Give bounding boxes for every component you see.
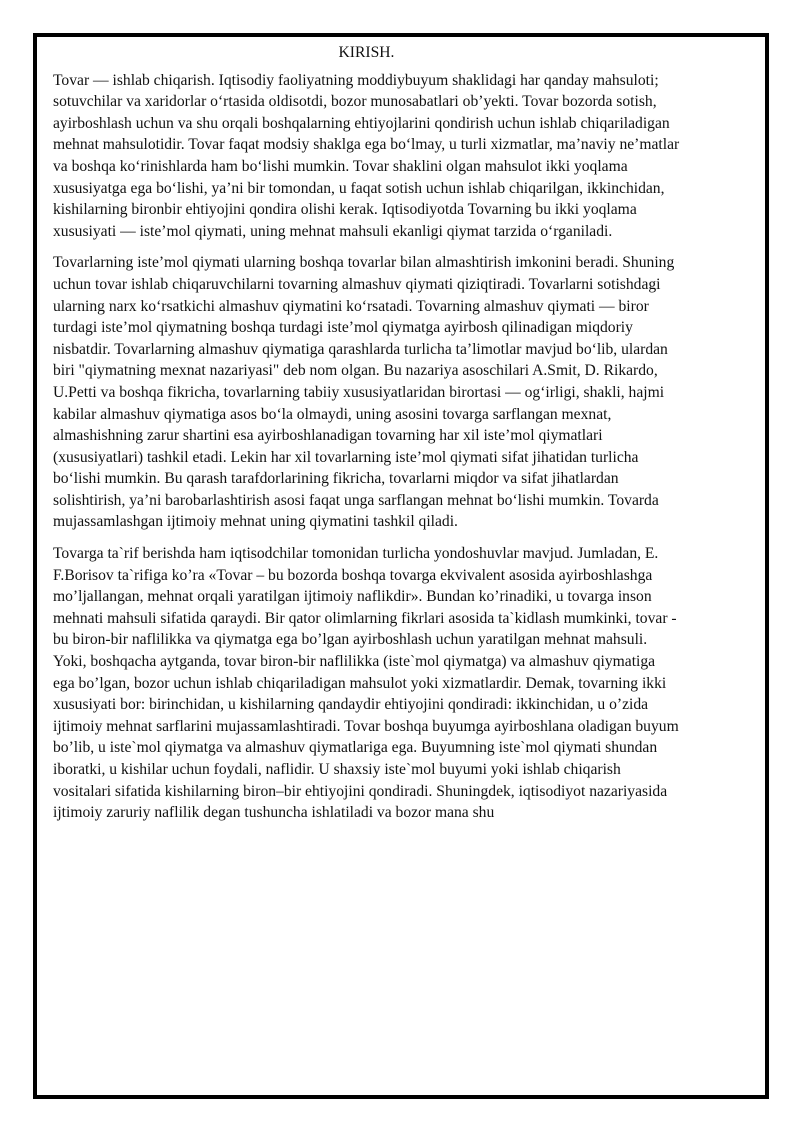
paragraph-2: Tovarlarning isteʼmol qiymati ularning boshqa tovarlar bilan almashtirish imkonini beradi. Shuning uchun tovar ishlab chiqaruvchilarni tovarning almashuv qiymati qiziqtiradi. Tovarlarni sotishdagi ularning narx koʻrsatkichi almashuv qiymatini koʻrsatadi. Tovarning almashuv qiymati — biror turdagi isteʼmol qiymatning boshqa turdagi isteʼmol qiymatga ayirbosh qilinadigan miqdoriy nisbatdir. Tovarlarning almashuv qiymatiga qarashlarda turlicha taʼlimotlar mavjud boʻlib, ulardan biri "qiymatning mexnat nazariyasi" deb nom olgan. Bu nazariya asoschilari A.Smit, D. Rikardo, U.Petti va boshqa fikricha, tovarlarning tabiiy xususiyatlaridan birortasi — ogʻirligi, shakli, hajmi kabilar almashuv qiymatiga asos boʻla olmaydi, uning asosini tovarga sarflangan mexnat, almashishning zarur shartini esa ayirboshlanadigan tovarning har xil isteʼmol qiymatlari (xususiyatlari) tashkil etadi. Lekin har xil tovarlarning isteʼmol qiymati sifat jihatidan turlicha boʻlishi mumkin. Bu qarash tarafdorlarining fikricha, tovarlarni miqdor va sifat jihatlardan solishtirish, yaʼni barobarlashtirish asosi faqat unga sarflangan mehnat boʻlishi mumkin. Tovarda mujassamlashgan ijtimoiy mehnat uning qiymatini tashkil qiladi. — [53, 254, 675, 531]
document-body — [53, 42, 680, 834]
paragraph-1: Tovar — ishlab chiqarish. Iqtisodiy faoliyatning moddiybuyum shaklidagi har qanday mahsuloti; sotuvchilar va xaridorlar oʻrtasida oldisotdi, bozor munosabatlari obʼyekti. Tovar bozorda sotish, ayirboshlash uchun va shu orqali boshqalarning ehtiyojlarini qondirish uchun ishlab chiqariladigan mehnat mahsulotidir. Tovar faqat modsiy shaklga ega boʻlmay, u turli xizmatlar, maʼnaviy neʼmatlar va boshqa koʻrinishlarda ham boʻlishi mumkin. Tovar shaklini olgan mahsulot ikki yoqlama xususiyatga ega boʻlishi, yaʼni bir tomondan, u faqat sotish uchun ishlab chiqarilgan, ikkinchidan, kishilarning bironbir ehtiyojini qondira olishi kerak. Iqtisodiyotda Tovarning bu ikki yoqlama xususiyati — isteʼmol qiymati, uning mehnat mahsuli ekanligi qiymat tarzida oʻrganiladi. — [53, 71, 680, 240]
paragraph-3: Tovarga ta`rif berishda ham iqtisodchilar tomonidan turlicha yondoshuvlar mavjud. Jumladan, E. F.Borisov ta`rifiga ko’ra «Tovar – bu bozorda boshqa tovarga ekvivalent asosida ayirboshlashga mo’ljallangan, mehnat orqali yaratilgan ijtimoiy naflikdir». Bundan ko’rinadiki, u tovarga inson mehnati mahsuli sifatida qaraydi. Bir qator olimlarning fikrlari asosida ta`kidlash mumkinki, tovar - bu biron-bir naflilikka va qiymatga ega bo’lgan ayirboshlash uchun yaratilgan mehnat mahsuli. Yoki, boshqacha aytganda, tovar biron-bir naflilikka (iste`mol qiymatga) va almashuv qiymatiga ega bo’lgan, bozor uchun ishlab chiqariladigan mahsulot yoki xizmatlardir. Demak, tovarning ikki xususiyati bor: birinchidan, u kishilarning qandaydir ehtiyojini qondiradi: ikkinchidan, u o’zida ijtimoiy mehnat sarflarini mujassamlashtiradi. Tovar boshqa buyumga ayirboshlana oladigan buyum bo’lib, u iste`mol qiymatga va almashuv qiymatlariga ega. Buyumning iste`mol qiymati shundan iboratki, u kishilar uchun foydali, naflidir. U shaxsiy iste`mol buyumi yoki ishlab chiqarish vositalari sifatida kishilarning biron–bir ehtiyojini qondiradi. Shuningdek, iqtisodiyot nazariyasida ijtimoiy zaruriy naflilik degan tushuncha ishlatiladi va bozor mana shu — [53, 545, 679, 822]
page-title: KIRISH. — [338, 44, 395, 61]
